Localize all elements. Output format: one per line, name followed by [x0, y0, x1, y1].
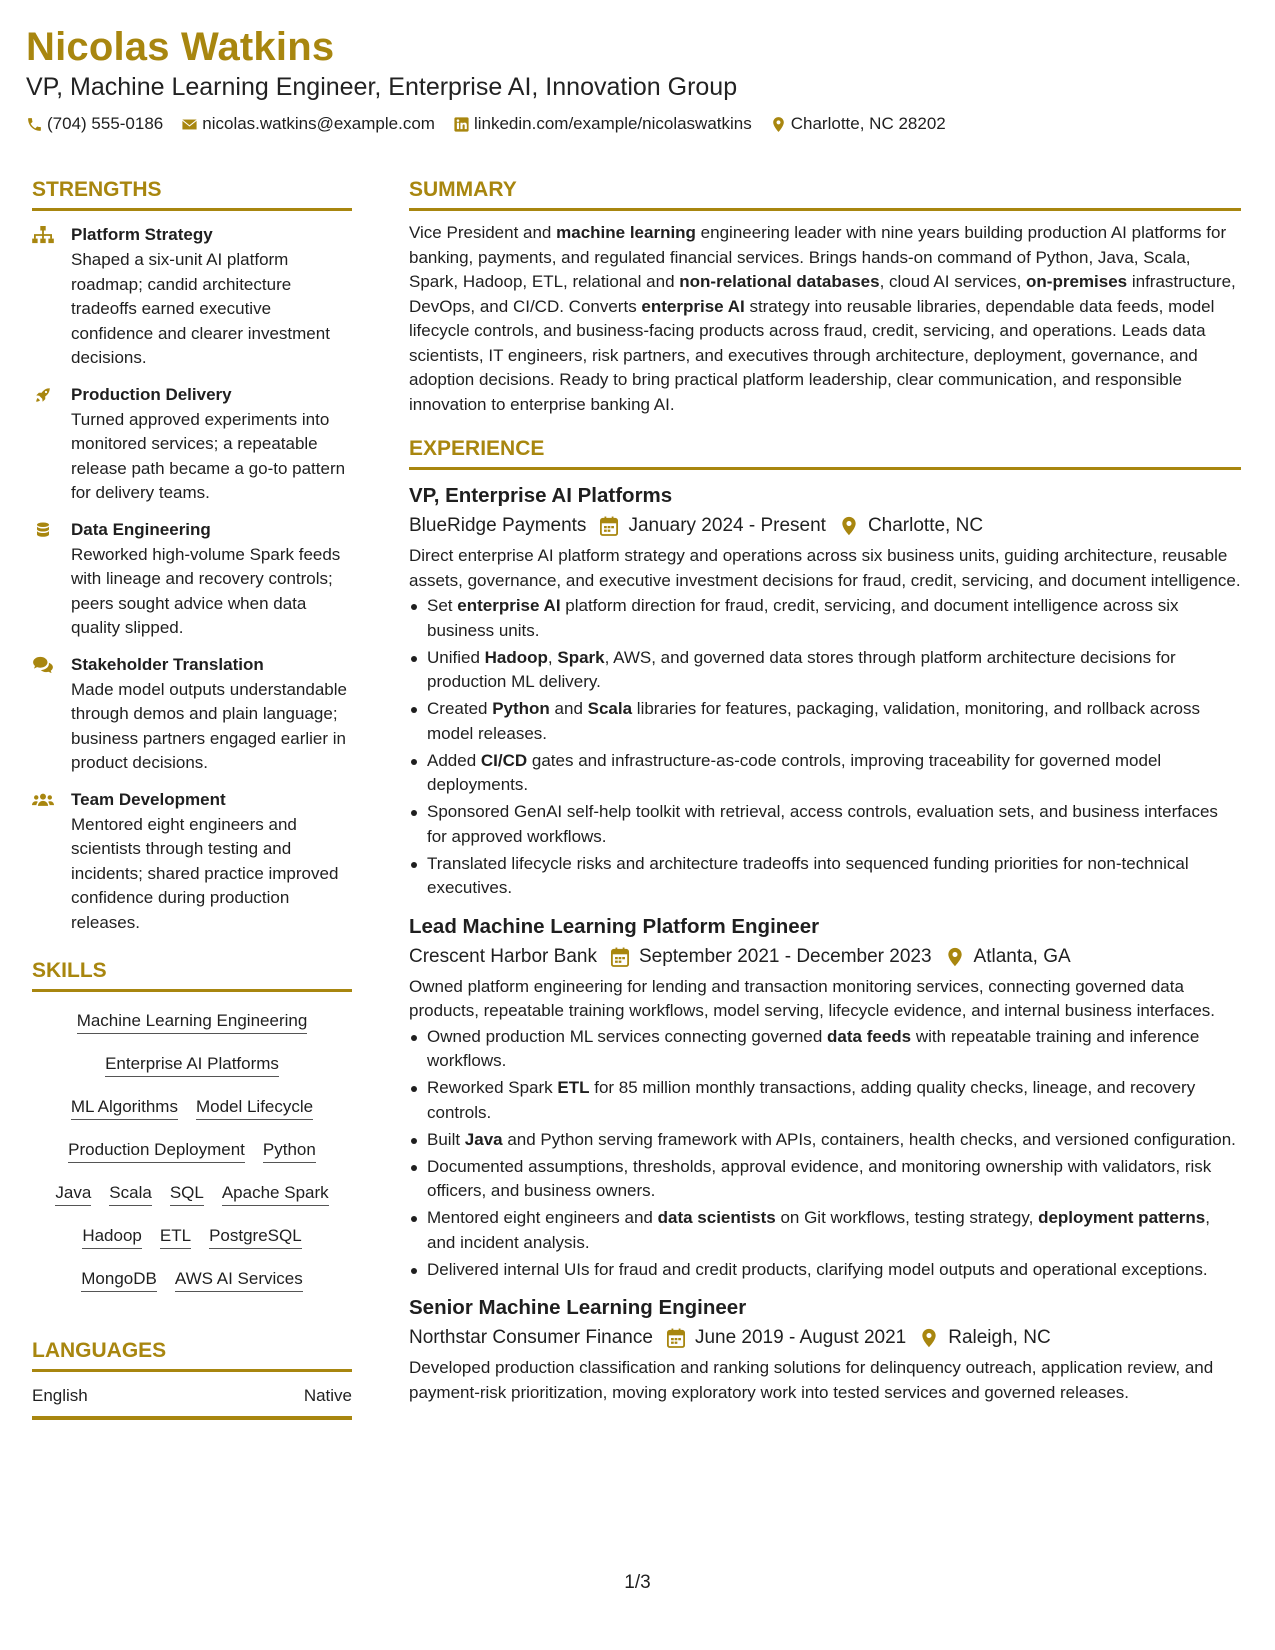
job-description: Developed production classification and ranking solutions for delinquency outreach, application review, and payment-risk prioritization, moving exploratory work into tested services and governed releases. — [409, 1358, 1214, 1402]
strength-title: Team Development — [71, 789, 226, 809]
bullet-item: Owned production ML services connecting governed data feeds with repeatable training and inference workflows. — [409, 1025, 1241, 1074]
company-name: Northstar Consumer Finance — [409, 1327, 653, 1348]
job-location — [920, 1324, 1050, 1352]
skill-tag: Scala — [109, 1182, 152, 1206]
location-icon — [946, 947, 964, 967]
bullet-item: Delivered internal UIs for fraud and credit products, clarifying model outputs and operational exceptions. — [409, 1258, 1241, 1283]
location-text: Charlotte, NC 28202 — [790, 114, 946, 133]
candidate-name: Nicolas Watkins — [26, 25, 335, 69]
bullet-item: Unified Hadoop, Spark, AWS, and governed data stores through platform architecture decisions for production ML delivery. — [409, 646, 1241, 695]
job-meta — [409, 1324, 1241, 1352]
database-icon — [32, 521, 54, 539]
job-bullets — [409, 594, 1241, 901]
skill-row — [59, 1139, 325, 1163]
right-column — [409, 176, 1241, 1405]
language-level: Native — [303, 1386, 352, 1405]
users-icon — [32, 791, 54, 809]
job-dates — [600, 512, 826, 540]
skill-row — [72, 1268, 311, 1292]
location-text: Charlotte, NC — [867, 515, 984, 536]
strength-item — [32, 224, 352, 371]
job-description: Direct enterprise AI platform strategy and operations across six business units, guiding architecture, reusable assets, governance, and executive investment decisions for fraud, credit, servicing, and document intelligence. — [409, 546, 1241, 590]
phone-icon — [26, 116, 43, 133]
job-title: Senior Machine Learning Engineer — [409, 1296, 747, 1319]
dates-text: June 2019 - August 2021 — [694, 1327, 907, 1348]
bullet-item: Created Python and Scala libraries for features, packaging, validation, monitoring, and rollback across model releases. — [409, 697, 1241, 746]
skill-tag: Production Deployment — [68, 1139, 245, 1163]
language-name: English — [32, 1386, 88, 1405]
job-dates — [611, 943, 932, 971]
skills-heading: SKILLS — [32, 957, 352, 992]
skill-tag: PostgreSQL — [209, 1225, 302, 1249]
strength-desc: Turned approved experiments into monitored services; a repeatable release path became a go-to pattern for delivery teams. — [71, 409, 346, 502]
rocket-icon — [32, 386, 54, 404]
skill-tag: Hadoop — [82, 1225, 142, 1249]
experience-heading: EXPERIENCE — [409, 435, 1241, 470]
location-icon — [840, 516, 858, 536]
bullet-item: Documented assumptions, thresholds, approval evidence, and monitoring ownership with validators, risk officers, and business owners. — [409, 1155, 1241, 1204]
skill-tag: Model Lifecycle — [196, 1096, 313, 1120]
strength-item — [32, 654, 352, 776]
skill-tag: SQL — [170, 1182, 204, 1206]
job-location — [946, 943, 1071, 971]
skill-row — [46, 1182, 337, 1206]
skill-row — [62, 1096, 322, 1120]
strength-item — [32, 519, 352, 641]
sitemap-icon — [32, 226, 54, 244]
skill-row — [96, 1053, 288, 1077]
contact-bar — [26, 114, 1246, 134]
bullet-item: Mentored eight engineers and data scientists on Git workflows, testing strategy, deployment patterns, and incident analysis. — [409, 1206, 1241, 1255]
linkedin-text: linkedin.com/example/nicolaswatkins — [473, 114, 752, 133]
strength-title: Stakeholder Translation — [71, 654, 264, 674]
job-meta — [409, 943, 1241, 971]
bullet-item: Sponsored GenAI self-help toolkit with retrieval, access controls, evaluation sets, and business interfaces for approved workflows. — [409, 800, 1241, 849]
languages-heading: LANGUAGES — [32, 1337, 352, 1372]
comments-icon — [32, 656, 54, 674]
job-entry — [409, 913, 1241, 1283]
job-location — [840, 512, 983, 540]
job-title: Lead Machine Learning Platform Engineer — [409, 914, 820, 938]
skill-tag: Python — [263, 1139, 316, 1163]
skills-list — [32, 1010, 352, 1311]
skill-tag: Apache Spark — [222, 1182, 329, 1206]
job-entry — [409, 1294, 1241, 1405]
skill-tag: Java — [55, 1182, 91, 1206]
strength-title: Data Engineering — [71, 519, 211, 539]
strength-desc: Mentored eight engineers and scientists through testing and incidents; shared practice improved confidence during production releases. — [71, 814, 339, 932]
calendar-icon — [667, 1328, 685, 1348]
skill-tag: ML Algorithms — [71, 1096, 178, 1120]
language-row — [32, 1386, 352, 1420]
strength-desc: Made model outputs understandable through demos and plain language; business partners engaged earlier in product decisions. — [71, 679, 347, 772]
strengths-heading: STRENGTHS — [32, 176, 352, 211]
job-company — [409, 1324, 653, 1352]
company-name: BlueRidge Payments — [409, 515, 587, 536]
location-text: Atlanta, GA — [973, 945, 1071, 967]
left-column — [32, 176, 352, 1420]
contact-linkedin[interactable] — [453, 114, 752, 134]
strength-item — [32, 789, 352, 936]
company-name: Crescent Harbor Bank — [409, 945, 597, 967]
location-icon — [920, 1328, 938, 1348]
job-dates — [667, 1324, 906, 1352]
strength-title: Production Delivery — [71, 384, 232, 404]
job-bullets — [409, 1025, 1241, 1283]
linkedin-icon — [453, 116, 470, 133]
location-icon — [770, 116, 787, 133]
job-meta — [409, 512, 1241, 540]
skill-tag: Machine Learning Engineering — [77, 1010, 308, 1034]
calendar-icon — [600, 516, 618, 536]
skill-tag: Enterprise AI Platforms — [105, 1053, 279, 1077]
skill-tag: MongoDB — [81, 1268, 157, 1292]
job-description: Owned platform engineering for lending and transaction monitoring services, connecting governed data products, repeatable training workflows, model serving, lifecycle evidence, and internal business interfaces. — [409, 976, 1216, 1020]
candidate-title: VP, Machine Learning Engineer, Enterprise AI, Innovation Group — [26, 73, 738, 101]
calendar-icon — [611, 947, 629, 967]
job-entry — [409, 482, 1241, 901]
email-icon — [181, 116, 198, 133]
bullet-item: Added CI/CD gates and infrastructure-as-code controls, improving traceability for governed model deployments. — [409, 749, 1241, 798]
contact-phone[interactable] — [26, 114, 163, 134]
bullet-item: Built Java and Python serving framework with APIs, containers, health checks, and versioned configuration. — [409, 1128, 1241, 1153]
page-number: 1/3 — [624, 1572, 651, 1593]
strength-item — [32, 384, 352, 506]
email-text: nicolas.watkins@example.com — [202, 114, 435, 133]
skill-tag: AWS AI Services — [175, 1268, 303, 1292]
strength-desc: Shaped a six-unit AI platform roadmap; candid architecture tradeoffs earned executive confidence and clearer investment decisions. — [71, 250, 330, 367]
bullet-item: Translated lifecycle risks and architecture tradeoffs into sequenced funding priorities for non-technical executives. — [409, 852, 1241, 901]
location-text: Raleigh, NC — [948, 1327, 1051, 1348]
experience-list — [409, 482, 1241, 1405]
strength-title: Platform Strategy — [71, 225, 213, 244]
dates-text: September 2021 - December 2023 — [638, 945, 932, 967]
resume-header — [26, 22, 1246, 134]
strength-desc: Reworked high-volume Spark feeds with lineage and recovery controls; peers sought advice when data quality slipped. — [71, 544, 341, 637]
skill-row — [73, 1225, 310, 1249]
skill-row — [68, 1010, 317, 1034]
phone-text: (704) 555-0186 — [47, 114, 164, 133]
contact-location — [770, 114, 946, 134]
skill-tag: ETL — [160, 1225, 191, 1249]
summary-text: Vice President and machine learning engineering leader with nine years building production AI platforms for banking, payments, and regulated financial services. Brings hands-on command of Python, Java, Scala, Spark, Hadoop, ETL, relational and non-relational databases, cloud AI services, on-premises infrastructure, DevOps, and CI/CD. Converts enterprise AI strategy into reusable libraries, dependable data feeds, model lifecycle controls, and business-facing products across fraud, credit, servicing, and operations. Leads data scientists, IT engineers, risk partners, and executives through architecture, deployment, governance, and adoption decisions. Ready to bring practical platform leadership, clear communication, and responsible innovation to enterprise banking AI. — [409, 223, 1236, 414]
job-title: VP, Enterprise AI Platforms — [409, 484, 673, 507]
contact-email[interactable] — [181, 114, 435, 134]
job-company — [409, 512, 586, 540]
bullet-item: Set enterprise AI platform direction for fraud, credit, servicing, and document intelligence across six business units. — [409, 594, 1241, 643]
bullet-item: Reworked Spark ETL for 85 million monthly transactions, adding quality checks, lineage, and recovery controls. — [409, 1076, 1241, 1125]
strengths-list — [32, 224, 352, 935]
dates-text: January 2024 - Present — [628, 515, 826, 536]
summary-heading: SUMMARY — [409, 176, 1241, 211]
job-company — [409, 943, 597, 971]
